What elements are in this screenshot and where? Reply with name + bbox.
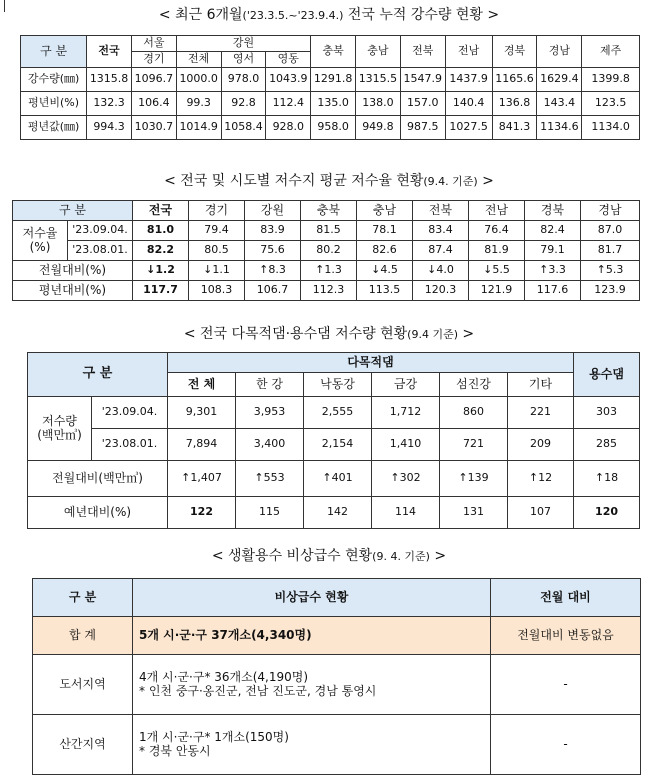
status-header: 비상급수 현황	[133, 579, 491, 617]
table-row: 강수량(㎜) 1315.8 1096.7 1000.0 978.0 1043.9 1291.8 1315.5 1547.9 1437.9 1165.6 1629.4 1399.8	[21, 68, 640, 92]
table-row: 저수량 (백만㎥) '23.09.04. 9,301 3,953 2,555 1,712 860 221 303	[28, 397, 640, 429]
gubun-header: 구 분	[28, 353, 168, 397]
gubun-header: 구 분	[33, 579, 133, 617]
table-row: 평년대비(%) 117.7 108.3 106.7 112.3 113.5 120.3 121.9 117.6 123.9	[13, 281, 640, 301]
table-row: 전월대비(백만㎥) ↑1,407 ↑553 ↑401 ↑302 ↑139 ↑12 ↑18	[28, 461, 640, 497]
gyeongbuk-header: 경북	[492, 36, 537, 68]
dam-table: 구 분 다목적댐 용수댐 전 체 한 강 낙동강 금강 섬진강 기타 저수량 (백만㎥) '23.09.04. 9,301 3,953 2,555 1,712 860 221 303 '23.08.01. 7,894 3,400 2,154 1,410 721 209 285 전월대비(백만㎥) ↑1,407 ↑553 ↑401 ↑302 ↑139 ↑12 ↑18 예년대비(%) 122 115 142 114 131 107 120	[27, 352, 640, 529]
jeonbuk-header: 전북	[400, 36, 445, 68]
national-header: 전국	[87, 36, 132, 68]
seoul-header: 서울	[131, 36, 176, 52]
reservoir-table: 구 분 전국 경기 강원 충북 충남 전북 전남 경북 경남 저수율 (%) '23.09.04. 81.0 79.4 83.9 81.5 78.1 83.4 76.4 82.4 87.0 '23.08.01. 82.2 80.5 75.6 80.2 82.6 87.4 81.9 79.1 81.7 전월대비(%) ↓1.2 ↓1.1 ↑8.3 ↑1.3 ↓4.5 ↓4.0 ↓5.5 ↑3.3 ↑5.3 평년대비(%) 117.7 108.3 106.7 112.3 113.5 120.3 121.9 117.6 123.9	[12, 200, 640, 301]
jeju-header: 제주	[582, 36, 640, 68]
national-header: 전국	[133, 201, 189, 221]
gubun-header: 구 분	[21, 36, 87, 68]
gyeongnam-header: 경남	[537, 36, 582, 68]
chungbuk-header: 충북	[311, 36, 356, 68]
table-row: 평년값(㎜) 994.3 1030.7 1014.9 1058.4 928.0 958.0 949.8 987.5 1027.5 841.3 1134.6 1134.0	[21, 116, 640, 140]
gyeonggi-header: 경기	[131, 52, 176, 68]
title-precipitation: < 최근 6개월('23.3.5.~'23.9.4.) 전국 누적 강수량 현황 >	[158, 7, 500, 23]
gangwon-header: 강원	[176, 36, 310, 52]
gangwon-east-header: 영동	[266, 52, 311, 68]
jeonnam-header: 전남	[445, 36, 492, 68]
table-row: 예년대비(%) 122 115 142 114 131 107 120	[28, 497, 640, 529]
mom-header: 전월 대비	[491, 579, 641, 617]
title-dam: < 전국 다목적댐·용수댐 저수량 현황(9.4 기준) >	[183, 326, 475, 342]
table-row: 평년비(%) 132.3 106.4 99.3 92.8 112.4 135.0 138.0 157.0 140.4 136.8 143.4 123.5	[21, 92, 640, 116]
gangwon-west-header: 영서	[221, 52, 266, 68]
precipitation-table	[20, 35, 640, 140]
title-reservoir: < 전국 및 시도별 저수지 평균 저수율 현황(9.4. 기준) >	[164, 173, 494, 189]
table-row: 전월대비(%) ↓1.2 ↓1.1 ↑8.3 ↑1.3 ↓4.5 ↓4.0 ↓5.5 ↑3.3 ↑5.3	[13, 261, 640, 281]
table-row: '23.08.01. 7,894 3,400 2,154 1,410 721 209 285	[28, 429, 640, 461]
multipurpose-dam-header: 다목적댐	[168, 353, 574, 373]
table-row: 도서지역 4개 시·군·구* 36개소(4,190명) * 인천 중구·옹진군, 전남 진도군, 경남 통영시 -	[33, 655, 641, 715]
title-emergency-water: < 생활용수 비상급수 현황(9. 4. 기준) >	[211, 548, 447, 564]
emergency-water-table	[32, 578, 641, 775]
water-supply-dam-header: 용수댐	[574, 353, 640, 397]
table-row: '23.08.01. 82.2 80.5 75.6 80.2 82.6 87.4 81.9 79.1 81.7	[13, 241, 640, 261]
gangwon-total-header: 전체	[176, 52, 221, 68]
table-row: 산간지역 1개 시·군·구* 1개소(150명) * 경북 안동시 -	[33, 715, 641, 775]
chungnam-header: 충남	[356, 36, 401, 68]
table-row: 저수율 (%) '23.09.04. 81.0 79.4 83.9 81.5 78.1 83.4 76.4 82.4 87.0	[13, 221, 640, 241]
table-row: 합 계 5개 시·군·구 37개소(4,340명) 전월대비 변동없음	[33, 617, 641, 655]
gubun-header: 구 분	[13, 201, 133, 221]
